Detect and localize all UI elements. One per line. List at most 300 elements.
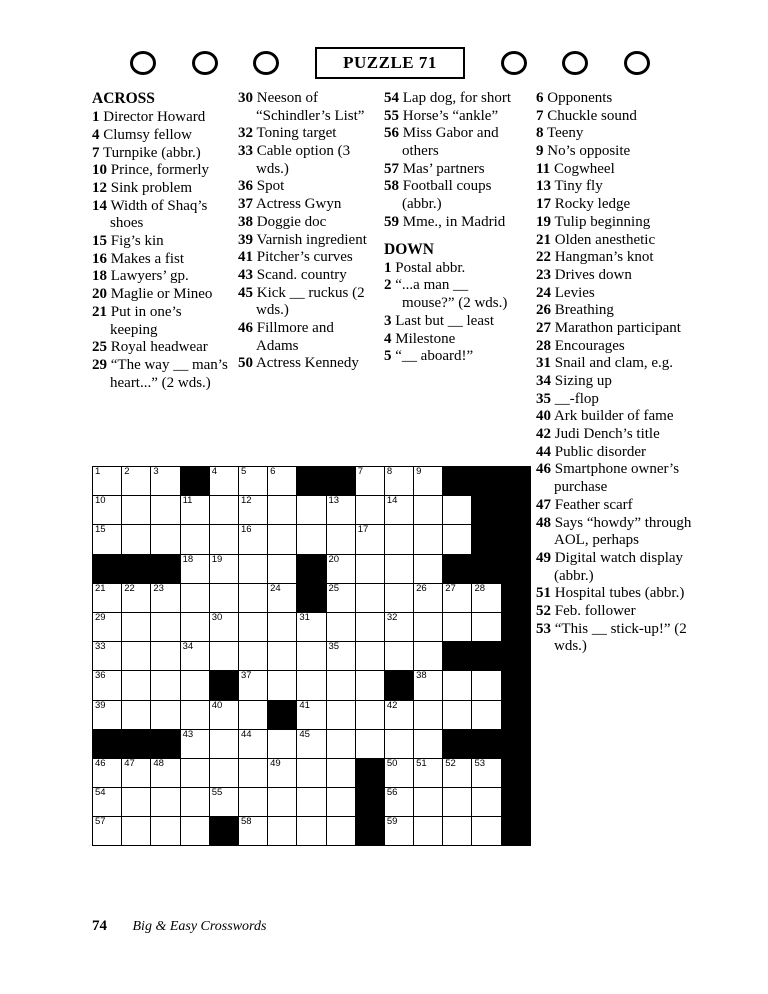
grid-cell[interactable]	[326, 817, 355, 846]
grid-cell[interactable]	[268, 642, 297, 671]
grid-cell[interactable]	[151, 817, 180, 846]
clue-text: Turnpike (abbr.)	[102, 144, 201, 161]
grid-cell[interactable]	[326, 671, 355, 700]
grid-cell[interactable]	[414, 467, 443, 496]
grid-cell[interactable]	[297, 612, 326, 641]
grid-cell[interactable]	[355, 525, 384, 554]
clue-text: Chuckle sound	[547, 107, 637, 124]
grid-cell[interactable]	[151, 525, 180, 554]
grid-cell[interactable]	[384, 496, 413, 525]
grid-cell[interactable]	[472, 671, 501, 700]
grid-cell[interactable]	[93, 671, 122, 700]
grid-cell[interactable]	[326, 525, 355, 554]
grid-cell[interactable]	[93, 525, 122, 554]
grid-cell[interactable]	[122, 788, 151, 817]
grid-cell[interactable]	[268, 817, 297, 846]
grid-cell[interactable]	[180, 671, 209, 700]
grid-cell[interactable]	[180, 525, 209, 554]
clue-item	[238, 214, 378, 232]
grid-cell[interactable]	[326, 496, 355, 525]
grid-cell[interactable]	[326, 612, 355, 641]
grid-cell[interactable]	[384, 583, 413, 612]
grid-cell[interactable]	[209, 642, 238, 671]
grid-cell[interactable]	[209, 583, 238, 612]
grid-cell[interactable]	[326, 554, 355, 583]
grid-cell[interactable]	[414, 700, 443, 729]
grid-cell[interactable]	[180, 817, 209, 846]
clue-number: 9	[536, 143, 544, 160]
clue-text: Tiny fly	[554, 178, 603, 195]
grid-cell[interactable]	[93, 496, 122, 525]
crossword-grid[interactable]	[92, 466, 531, 846]
grid-cell[interactable]	[297, 817, 326, 846]
clue-text: Mas’ partners	[402, 160, 485, 177]
grid-cell[interactable]	[472, 583, 501, 612]
grid-cell[interactable]	[238, 525, 267, 554]
grid-cell[interactable]	[209, 788, 238, 817]
clue-item	[92, 145, 232, 163]
grid-cell-block	[443, 729, 472, 758]
grid-cell[interactable]	[414, 554, 443, 583]
grid-cell[interactable]	[238, 496, 267, 525]
grid-cell[interactable]	[151, 700, 180, 729]
clue-number: 14	[92, 197, 107, 214]
grid-cell-number: 2	[124, 466, 130, 477]
grid-cell[interactable]	[384, 788, 413, 817]
grid-cell[interactable]	[238, 554, 267, 583]
clue-number: 42	[536, 426, 551, 443]
grid-cell[interactable]	[93, 467, 122, 496]
grid-cell[interactable]	[93, 788, 122, 817]
grid-cell[interactable]	[151, 788, 180, 817]
grid-cell[interactable]	[238, 671, 267, 700]
clue-number: 18	[92, 268, 107, 285]
grid-cell[interactable]	[209, 758, 238, 787]
grid-cell[interactable]	[326, 729, 355, 758]
grid-cell[interactable]	[443, 758, 472, 787]
clue-number: 53	[536, 620, 551, 637]
grid-cell[interactable]	[151, 583, 180, 612]
grid-cell-block	[501, 525, 530, 554]
clue-text: Director Howard	[103, 109, 206, 126]
clue-text: Makes a fist	[110, 250, 185, 267]
grid-row	[93, 525, 531, 554]
clue-number: 54	[384, 90, 399, 106]
grid-row	[93, 467, 531, 496]
grid-cell[interactable]	[180, 583, 209, 612]
grid-cell-block	[501, 642, 530, 671]
grid-cell[interactable]	[326, 700, 355, 729]
circle-icon	[192, 51, 218, 75]
clue-text: Encourages	[554, 337, 625, 354]
clue-item	[384, 178, 524, 213]
grid-cell[interactable]	[268, 496, 297, 525]
clue-text: Postal abbr.	[395, 259, 466, 276]
clue-number: 3	[384, 312, 392, 329]
grid-cell-number: 41	[299, 699, 310, 711]
page-number: 74	[92, 918, 107, 934]
grid-cell[interactable]	[93, 758, 122, 787]
grid-cell[interactable]	[268, 554, 297, 583]
clue-item	[238, 267, 378, 285]
grid-cell[interactable]	[472, 788, 501, 817]
clue-item	[536, 355, 708, 373]
grid-cell[interactable]	[180, 554, 209, 583]
grid-cell-number: 20	[328, 553, 340, 565]
grid-cell-number: 7	[357, 466, 363, 477]
grid-cell-block	[501, 496, 530, 525]
grid-cell-number: 50	[386, 757, 398, 769]
clue-number: 1	[92, 109, 100, 126]
grid-cell[interactable]	[238, 758, 267, 787]
grid-cell[interactable]	[151, 642, 180, 671]
grid-cell[interactable]	[180, 788, 209, 817]
grid-cell-number: 27	[445, 582, 456, 594]
grid-cell[interactable]	[238, 817, 267, 846]
clue-number: 21	[536, 231, 551, 248]
grid-cell[interactable]	[151, 758, 180, 787]
clue-text: Put in one’s keeping	[110, 303, 182, 338]
grid-cell[interactable]	[122, 525, 151, 554]
clue-number: 27	[536, 319, 551, 336]
clue-column-3	[384, 90, 530, 392]
grid-cell-number: 48	[153, 757, 164, 769]
grid-cell[interactable]	[209, 700, 238, 729]
clue-item	[536, 444, 708, 462]
clue-text: Neeson of “Schindler’s List”	[256, 90, 365, 124]
grid-cell[interactable]	[355, 642, 384, 671]
grid-cell[interactable]	[122, 817, 151, 846]
clue-text: Cogwheel	[553, 160, 615, 177]
clue-item	[536, 196, 708, 214]
grid-cell[interactable]	[297, 729, 326, 758]
clue-number: 46	[238, 319, 253, 336]
grid-cell-number: 59	[386, 816, 398, 828]
grid-cell[interactable]	[384, 642, 413, 671]
circle-icon	[624, 51, 650, 75]
grid-cell[interactable]	[384, 729, 413, 758]
grid-cell[interactable]	[180, 700, 209, 729]
grid-cell-number: 13	[328, 495, 340, 507]
clue-text: Tulip beginning	[554, 213, 651, 230]
grid-cell-number: 54	[95, 787, 106, 799]
grid-cell[interactable]	[355, 496, 384, 525]
grid-cell[interactable]	[297, 496, 326, 525]
grid-cell[interactable]	[443, 700, 472, 729]
clue-item	[92, 198, 232, 233]
grid-cell[interactable]	[238, 700, 267, 729]
grid-cell[interactable]	[443, 496, 472, 525]
grid-cell[interactable]	[93, 817, 122, 846]
clue-text: Scand. country	[256, 266, 347, 283]
page-header	[130, 42, 650, 84]
clue-text: Kick __ ruckus (2 wds.)	[256, 284, 365, 319]
clue-item	[238, 320, 378, 355]
clue-item	[238, 249, 378, 267]
grid-cell-block	[209, 817, 238, 846]
clue-item	[536, 603, 708, 621]
clue-text: __-flop	[554, 390, 599, 407]
grid-cell-number: 12	[240, 495, 252, 507]
grid-cell[interactable]	[93, 612, 122, 641]
grid-cell-number: 42	[386, 699, 398, 711]
grid-cell[interactable]	[209, 525, 238, 554]
grid-cell-block	[501, 729, 530, 758]
grid-cell[interactable]	[209, 554, 238, 583]
grid-cell[interactable]	[93, 700, 122, 729]
grid-cell[interactable]	[238, 612, 267, 641]
clue-text: Mme., in Madrid	[402, 213, 506, 230]
grid-cell[interactable]	[414, 788, 443, 817]
clue-number: 48	[536, 514, 551, 531]
clue-number: 43	[238, 266, 253, 283]
grid-cell[interactable]	[384, 700, 413, 729]
grid-cell[interactable]	[355, 467, 384, 496]
grid-cell[interactable]	[268, 583, 297, 612]
grid-cell[interactable]	[472, 817, 501, 846]
grid-cell[interactable]	[180, 496, 209, 525]
grid-cell-number: 55	[211, 787, 223, 799]
grid-cell[interactable]	[151, 612, 180, 641]
clue-number: 21	[92, 303, 107, 320]
grid-cell[interactable]	[443, 525, 472, 554]
clue-item	[384, 161, 524, 179]
clue-item	[536, 408, 708, 426]
clue-number: 50	[238, 355, 253, 372]
grid-cell[interactable]	[297, 642, 326, 671]
grid-cell[interactable]	[122, 758, 151, 787]
clue-text: Sink problem	[110, 180, 192, 197]
clue-text: Spot	[256, 178, 285, 195]
grid-cell[interactable]	[122, 612, 151, 641]
clue-number: 20	[92, 286, 107, 303]
grid-cell-number: 22	[124, 582, 135, 594]
clue-text: Marathon participant	[554, 319, 681, 336]
grid-cell[interactable]	[414, 671, 443, 700]
grid-cell[interactable]	[122, 700, 151, 729]
grid-cell[interactable]	[209, 729, 238, 758]
grid-cell-number: 57	[95, 816, 106, 828]
clue-number: 19	[536, 213, 551, 230]
grid-cell-block	[472, 467, 501, 496]
grid-cell[interactable]	[180, 729, 209, 758]
clue-number: 10	[92, 162, 107, 179]
clue-item	[536, 161, 708, 179]
grid-cell[interactable]	[414, 817, 443, 846]
grid-cell-block	[501, 554, 530, 583]
grid-cell-block	[501, 758, 530, 787]
clue-text: Breathing	[554, 302, 614, 319]
grid-cell[interactable]	[472, 758, 501, 787]
grid-cell-number: 18	[182, 553, 194, 565]
grid-cell[interactable]	[414, 642, 443, 671]
grid-cell-number: 52	[445, 757, 456, 769]
grid-cell[interactable]	[122, 467, 151, 496]
grid-cell[interactable]	[355, 554, 384, 583]
grid-cell[interactable]	[151, 467, 180, 496]
grid-cell-block	[472, 729, 501, 758]
grid-cell[interactable]	[238, 788, 267, 817]
clue-text: Toning target	[256, 125, 337, 142]
grid-cell[interactable]	[238, 583, 267, 612]
grid-cell[interactable]	[268, 788, 297, 817]
grid-cell-number: 26	[416, 582, 427, 594]
clue-number: 2	[384, 277, 392, 294]
grid-cell[interactable]	[472, 700, 501, 729]
clue-item	[536, 249, 708, 267]
grid-cell[interactable]	[268, 525, 297, 554]
grid-cell[interactable]	[443, 817, 472, 846]
grid-row	[93, 496, 531, 525]
grid-cell[interactable]	[209, 467, 238, 496]
clue-item	[384, 214, 524, 232]
grid-cell[interactable]	[297, 700, 326, 729]
clue-number: 34	[536, 373, 551, 389]
grid-cell-number: 39	[95, 699, 106, 711]
across-heading: ACROSS	[92, 90, 155, 107]
grid-cell-number: 15	[95, 524, 106, 536]
grid-cell[interactable]	[268, 729, 297, 758]
grid-cell[interactable]	[326, 788, 355, 817]
grid-cell[interactable]	[122, 642, 151, 671]
clue-item	[536, 90, 708, 108]
clue-text: Fillmore and Adams	[256, 319, 334, 354]
grid-cell[interactable]	[151, 496, 180, 525]
grid-cell[interactable]	[122, 496, 151, 525]
clue-text: Lap dog, for short	[402, 90, 512, 106]
clue-item	[238, 355, 378, 373]
clue-item	[384, 313, 524, 331]
grid-cell-number: 29	[95, 611, 106, 623]
grid-cell[interactable]	[414, 729, 443, 758]
clue-item	[536, 391, 708, 409]
grid-cell[interactable]	[414, 525, 443, 554]
grid-cell[interactable]	[355, 612, 384, 641]
grid-cell[interactable]	[238, 467, 267, 496]
grid-cell[interactable]	[238, 729, 267, 758]
clue-item	[536, 585, 708, 603]
grid-cell-number: 38	[416, 670, 427, 682]
clue-item	[238, 285, 378, 320]
grid-cell[interactable]	[443, 612, 472, 641]
grid-cell[interactable]	[180, 642, 209, 671]
grid-cell[interactable]	[268, 467, 297, 496]
clue-item	[536, 426, 708, 444]
grid-cell-number: 35	[328, 641, 340, 653]
grid-cell-number: 44	[240, 728, 252, 740]
clue-item	[536, 143, 708, 161]
grid-cell[interactable]	[297, 788, 326, 817]
clue-column-4	[536, 90, 708, 656]
grid-cell-block	[501, 612, 530, 641]
grid-cell[interactable]	[414, 612, 443, 641]
clue-number: 40	[536, 408, 551, 425]
grid-cell[interactable]	[297, 758, 326, 787]
clue-text: Public disorder	[554, 443, 646, 460]
grid-cell[interactable]	[268, 758, 297, 787]
grid-row	[93, 612, 531, 641]
grid-row	[93, 671, 531, 700]
grid-cell[interactable]	[326, 642, 355, 671]
grid-cell-block	[501, 671, 530, 700]
grid-cell-block	[93, 554, 122, 583]
clue-number: 52	[536, 602, 551, 619]
grid-cell-number: 25	[328, 582, 340, 594]
grid-cell[interactable]	[122, 583, 151, 612]
grid-cell-block	[355, 788, 384, 817]
clue-number: 12	[92, 180, 107, 197]
grid-cell[interactable]	[297, 671, 326, 700]
clue-item	[384, 260, 524, 278]
clue-number: 11	[536, 160, 551, 177]
grid-cell[interactable]	[355, 671, 384, 700]
grid-cell[interactable]	[355, 583, 384, 612]
grid-cell[interactable]	[355, 729, 384, 758]
grid-cell[interactable]	[180, 612, 209, 641]
grid-cell[interactable]	[443, 788, 472, 817]
clue-text: Ark builder of fame	[553, 408, 674, 425]
grid-cell[interactable]	[122, 671, 151, 700]
grid-cell[interactable]	[151, 671, 180, 700]
clue-number: 26	[536, 302, 551, 319]
grid-cell[interactable]	[384, 467, 413, 496]
grid-cell[interactable]	[384, 554, 413, 583]
grid-cell[interactable]	[384, 525, 413, 554]
clue-number: 33	[238, 143, 253, 160]
clue-item	[238, 143, 378, 178]
grid-cell[interactable]	[443, 583, 472, 612]
grid-cell-number: 30	[211, 611, 223, 623]
grid-cell[interactable]	[93, 642, 122, 671]
clue-item	[536, 232, 708, 250]
grid-cell-block	[326, 467, 355, 496]
grid-cell-number: 17	[357, 524, 369, 536]
clue-item	[536, 497, 708, 515]
grid-cell-number: 5	[240, 466, 247, 477]
grid-cell[interactable]	[414, 496, 443, 525]
grid-cell-block	[93, 729, 122, 758]
grid-cell[interactable]	[384, 758, 413, 787]
grid-cell[interactable]	[414, 583, 443, 612]
grid-cell[interactable]	[180, 758, 209, 787]
grid-cell-block	[472, 642, 501, 671]
clue-text: Says “howdy” through AOL, perhaps	[554, 514, 692, 549]
grid-cell[interactable]	[209, 496, 238, 525]
grid-cell-block	[151, 554, 180, 583]
clue-number: 57	[384, 160, 399, 177]
grid-cell[interactable]	[268, 612, 297, 641]
grid-cell-block	[501, 583, 530, 612]
grid-cell[interactable]	[326, 583, 355, 612]
grid-cell[interactable]	[209, 612, 238, 641]
grid-cell[interactable]	[384, 817, 413, 846]
grid-cell[interactable]	[238, 642, 267, 671]
clue-text: Opponents	[547, 90, 613, 106]
grid-cell[interactable]	[443, 671, 472, 700]
grid-cell[interactable]	[297, 525, 326, 554]
grid-cell-number: 36	[95, 670, 106, 682]
grid-cell-number: 56	[386, 787, 398, 799]
grid-cell-number: 21	[95, 582, 106, 594]
grid-cell[interactable]	[355, 700, 384, 729]
grid-cell[interactable]	[414, 758, 443, 787]
clue-text: Pitcher’s curves	[256, 249, 353, 266]
grid-cell[interactable]	[384, 612, 413, 641]
grid-cell[interactable]	[472, 612, 501, 641]
grid-cell[interactable]	[326, 758, 355, 787]
grid-cell[interactable]	[268, 671, 297, 700]
grid-cell[interactable]	[93, 583, 122, 612]
